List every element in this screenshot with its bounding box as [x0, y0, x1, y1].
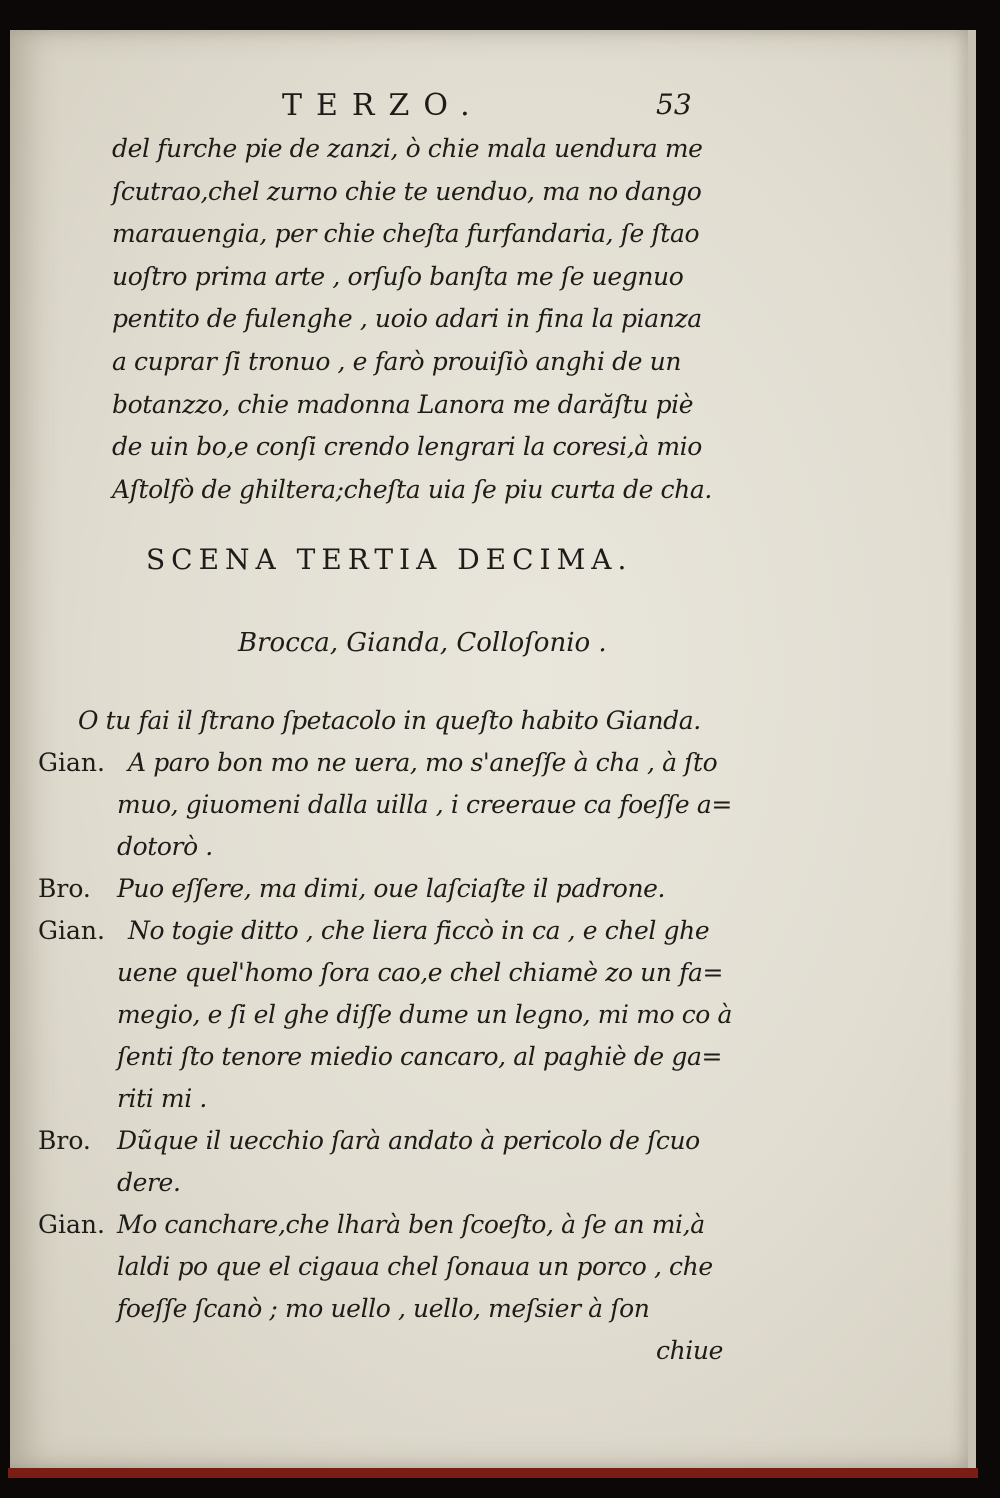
- dialogue-line: [0, 868, 1000, 910]
- scene-heading: SCENA TERTIA DECIMA.: [146, 543, 633, 576]
- speaker-name: Gian.: [38, 748, 105, 777]
- dialogue-text: Puo eſſere, ma dimi, oue laſciaſte il padrone.: [117, 874, 666, 903]
- prose-line: de uin bo,e conſi crendo lengrari la coresi,à mio: [112, 432, 702, 462]
- dialogue-line: [0, 784, 1000, 826]
- dialogue-text: O tu fai il ſtrano ſpetacolo in queſto habito Gianda.: [78, 706, 701, 735]
- dialogue-line: [0, 700, 1000, 742]
- prose-line: marauengia, per chie cheſta furfandaria, ſe ſtao: [112, 219, 700, 249]
- dialogue-text: megio, e ſi el ghe diſſe dume un legno, mi mo co à: [117, 1000, 733, 1029]
- dialogue-text: uene quel'homo ſora cao,e chel chiamè zo un fa=: [117, 958, 724, 987]
- page-number: 53: [656, 88, 692, 121]
- dialogue-text: dotorò .: [117, 832, 213, 861]
- dialogue-line: [0, 826, 1000, 868]
- speaker-name: Bro.: [38, 1126, 91, 1155]
- dialogue-line: [0, 1036, 1000, 1078]
- dialogue-line: [0, 994, 1000, 1036]
- prose-line: botanzzo, chie madonna Lanora me darăſtu piè: [112, 389, 694, 419]
- book-cover-edge: [8, 1468, 978, 1478]
- dialogue-line: [0, 1162, 1000, 1204]
- prose-line: del furche pie de zanzi, ò chie mala uendura me: [112, 134, 703, 163]
- dialogue-text: A paro bon mo ne uera, mo s'aneſſe à cha , à ſto: [128, 748, 718, 777]
- dialogue-line: [0, 1330, 1000, 1372]
- prose-paragraph: [112, 128, 722, 511]
- dialogue-text: laldi po que el cigaua chel ſonaua un porco , che: [117, 1252, 713, 1281]
- dialogue-line: [0, 952, 1000, 994]
- dialogue-line: [0, 1246, 1000, 1288]
- dialogue-text: riti mi .: [117, 1084, 207, 1113]
- speaker-name: Gian.: [38, 1210, 105, 1239]
- speaker-name: Gian.: [38, 916, 105, 945]
- dialogue-block: [0, 700, 1000, 1372]
- catchword: chiue: [656, 1336, 723, 1365]
- dialogue-line: [0, 1288, 1000, 1330]
- dialogue-line: [0, 1204, 1000, 1246]
- speaker-name: Bro.: [38, 874, 91, 903]
- running-head: TERZO.: [282, 88, 484, 123]
- dialogue-text: dere.: [117, 1168, 181, 1197]
- dialogue-text: Dũque il uecchio ſarà andato à pericolo de ſcuo: [117, 1126, 700, 1155]
- page-header: [0, 88, 1000, 128]
- dialogue-line: [0, 1120, 1000, 1162]
- prose-line: a cuprar ſi tronuo , e farò prouiſiò anghi de un: [112, 346, 682, 376]
- dialogue-line: [0, 742, 1000, 784]
- prose-line: uoſtro prima arte , orſuſo banſta me ſe uegnuo: [112, 261, 684, 291]
- dialogue-line: [0, 910, 1000, 952]
- character-list: Brocca, Gianda, Colloſonio .: [238, 628, 607, 658]
- dialogue-text: foeſſe ſcanò ; mo uello , uello, meſsier à ſon: [117, 1294, 650, 1323]
- dialogue-line: [0, 1078, 1000, 1120]
- dialogue-text: Mo canchare,che lharà ben ſcoeſto, à ſe an mi,à: [117, 1210, 705, 1239]
- dialogue-text: muo, giuomeni dalla uilla , i creeraue ca foeſſe a=: [117, 790, 732, 819]
- dialogue-text: No togie ditto , che liera ficcò in ca , e chel ghe: [128, 916, 710, 945]
- prose-line: pentito de fulenghe , uoio adari in fina la pianza: [112, 304, 702, 334]
- prose-line: Aſtolfò de ghiltera;cheſta uia ſe piu curta de cha.: [112, 474, 712, 504]
- prose-line: ſcutrao,chel zurno chie te uenduo, ma no dango: [112, 176, 702, 206]
- dialogue-text: ſenti ſto tenore miedio cancaro, al paghiè de ga=: [117, 1042, 723, 1071]
